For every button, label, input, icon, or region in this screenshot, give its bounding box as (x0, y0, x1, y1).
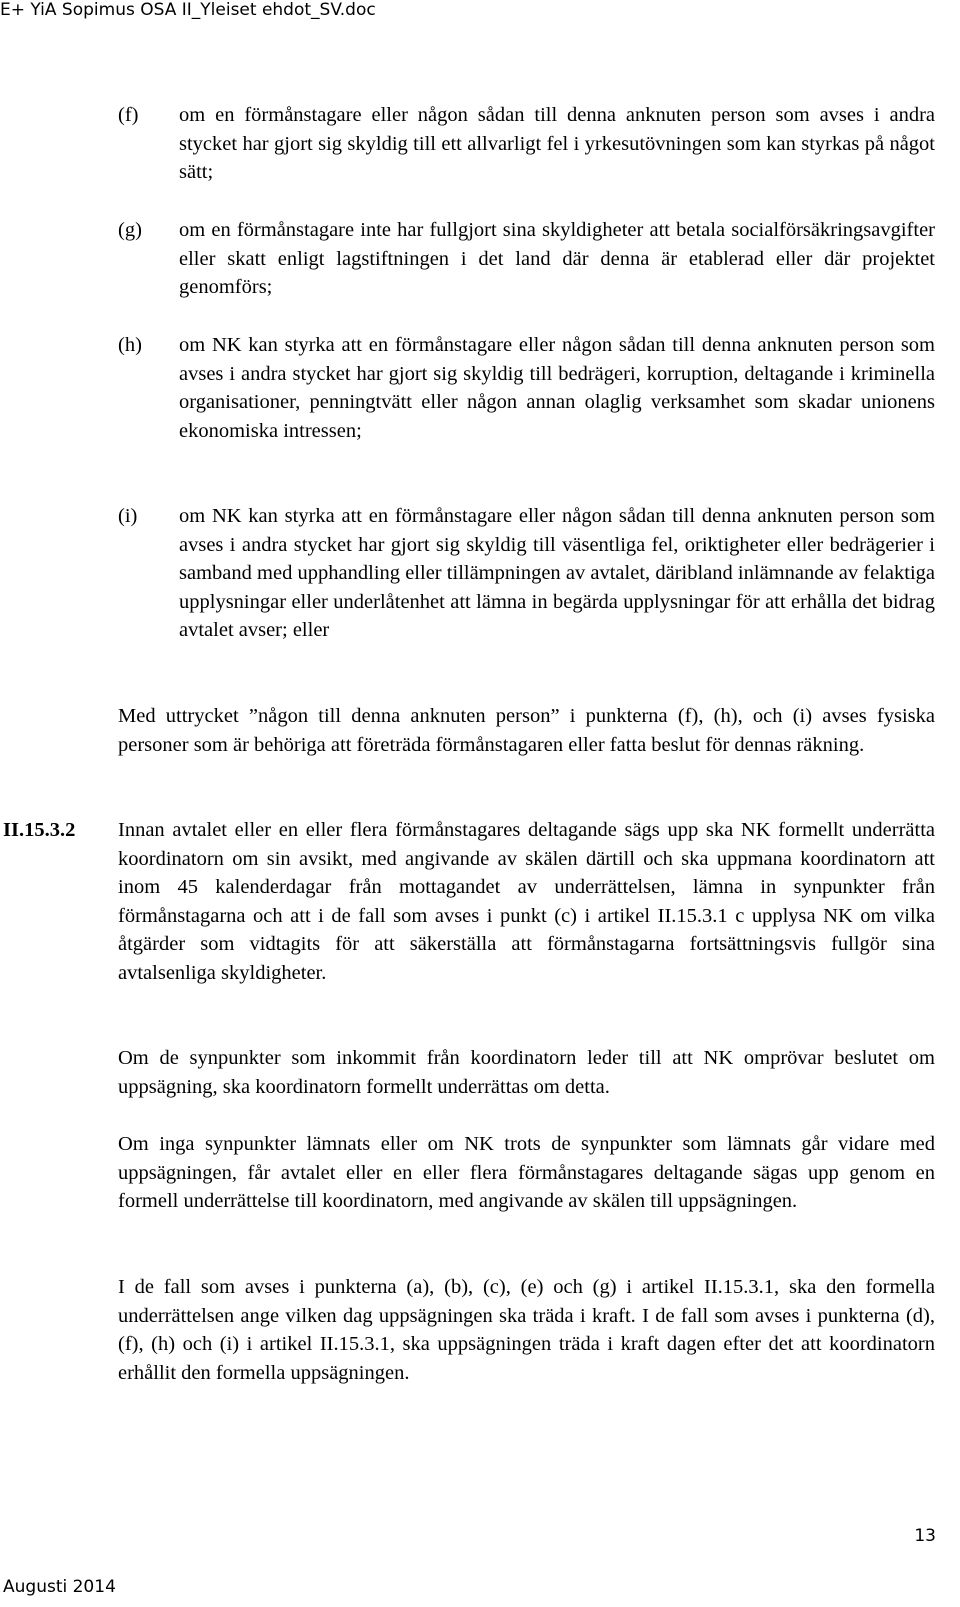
item-label: (h) (118, 334, 142, 356)
footer-date: Augusti 2014 (3, 1577, 116, 1597)
item-text: om en förmånstagare inte har fullgjort sina skyldigheter att betala socialförsäkringsavgifter eller skatt enligt lagstiftningen i det land där denna är etablerad eller där projektet genomförs; (179, 219, 935, 299)
list-item (118, 101, 935, 187)
section-paragraph: Om de synpunkter som inkommit från koordinatorn leder till att NK omprövar beslutet om uppsägning, ska koordinatorn formellt underrättas om detta. (118, 1047, 935, 1098)
item-label: (g) (118, 219, 142, 241)
item-label: (i) (118, 505, 138, 527)
list-item (118, 216, 935, 302)
item-text: om en förmånstagare eller någon sådan till denna anknuten person som avses i andra stycket har gjort sig skyldig till ett allvarligt fel i yrkesutövningen som kan styrkas på något sätt; (179, 104, 935, 184)
page-number: 13 (914, 1526, 936, 1546)
list-item (118, 331, 935, 445)
section-number: II.15.3.2 (3, 819, 76, 841)
definition-paragraph: Med uttrycket ”någon till denna anknuten person” i punkterna (f), (h), och (i) avses fysiska personer som är behöriga att företräda förmånstagaren eller fatta beslut för dennas räkning. (118, 705, 935, 756)
document-title: E+ YiA Sopimus OSA II_Yleiset ehdot_SV.doc (0, 0, 376, 20)
list-item (118, 502, 935, 645)
item-label: (f) (118, 104, 139, 126)
section-paragraph: I de fall som avses i punkterna (a), (b), (c), (e) och (g) i artikel II.15.3.1, ska den formella underrättelsen ange vilken dag uppsägningen ska träda i kraft. I de fall som avses i punkterna (d), (f), (h) och (i) i artikel II.15.3.1, ska uppsägningen träda i kraft dagen efter det att koordinatorn erhållit den formella uppsägningen. (118, 1276, 935, 1384)
item-text: om NK kan styrka att en förmånstagare eller någon sådan till denna anknuten person som avses i andra stycket har gjort sig skyldig till bedrägeri, korruption, deltagande i kriminella organisationer, penningtvätt eller någon annan olaglig verksamhet som skadar unionens ekonomiska intressen; (179, 334, 935, 442)
section-paragraph: Om inga synpunkter lämnats eller om NK trots de synpunkter som lämnats går vidare med uppsägningen, får avtalet eller en eller flera förmånstagares deltagande sägas upp genom en formell underrättelse till koordinatorn, med angivande av skälen till uppsägningen. (118, 1133, 935, 1213)
item-text: om NK kan styrka att en förmånstagare eller någon sådan till denna anknuten person som avses i andra stycket har gjort sig skyldig till väsentliga fel, oriktigheter eller bedrägerier i samband med upphandling eller tillämpningen av avtalet, däribland inlämnande av felaktiga upplysningar eller underlåtenhet att lämna in begärda upplysningar för att erhålla det bidrag avtalet avser; eller (179, 505, 935, 642)
section-paragraph: Innan avtalet eller en eller flera förmånstagares deltagande sägs upp ska NK formellt underrätta koordinatorn om sin avsikt, med angivande av skälen därtill och ska uppmana koordinatorn att inom 45 kalenderdagar från mottagandet av underrättelsen, lämna in synpunkter från förmånstagarna och att i de fall som avses i punkt (c) i artikel II.15.3.1 c upplysa NK om vilka åtgärder som vidtagits för att säkerställa att förmånstagarna fortsättningsvis fullgör sina avtalsenliga skyldigheter. (118, 819, 935, 984)
